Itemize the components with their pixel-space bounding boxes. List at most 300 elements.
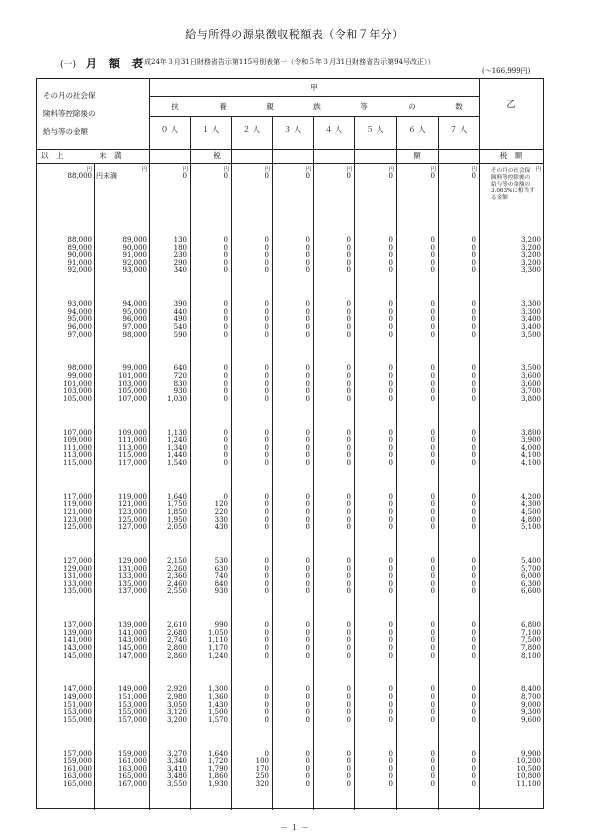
tax-value: 1,720 — [207, 757, 228, 765]
tax-value: 0 — [471, 587, 476, 595]
row-to: 135,000 — [118, 580, 147, 588]
tax-value: 0 — [430, 652, 435, 660]
tax-value: 120 — [214, 500, 228, 508]
tax-value: 0 — [223, 364, 228, 372]
tax-value: 0 — [388, 266, 393, 274]
tax-value: 0 — [471, 516, 476, 524]
tax-value: 0 — [388, 323, 393, 331]
tax-value: 3,200 — [166, 716, 187, 724]
tax-value: 0 — [346, 772, 351, 780]
yen-unit: 円 — [430, 167, 436, 173]
tax-value: 0 — [223, 331, 228, 339]
tax-value: 0 — [388, 300, 393, 308]
row-from: 101,000 — [63, 380, 92, 388]
zeigaku-header: 税 額 — [499, 151, 523, 160]
tax-value: 1,640 — [207, 750, 228, 758]
otsu-value: 5,700 — [520, 565, 541, 573]
row-to: 155,000 — [118, 708, 147, 716]
ijo-header: 以 上 — [41, 151, 64, 160]
tax-value: 170 — [255, 765, 269, 773]
kou-divider — [149, 96, 479, 97]
otsu-value: 8,700 — [520, 693, 541, 701]
tax-value: 0 — [264, 331, 269, 339]
tax-value: 0 — [346, 459, 351, 467]
otsu-value: 4,500 — [520, 508, 541, 516]
otsu-value: 10,800 — [516, 772, 541, 780]
otsu-value: 3,200 — [520, 244, 541, 252]
tax-value: 2,860 — [166, 652, 187, 660]
tax-value: 1,360 — [207, 693, 228, 701]
tax-value: 0 — [305, 757, 310, 765]
tax-value: 0 — [305, 308, 310, 316]
row-from: 91,000 — [67, 259, 92, 267]
tax-value: 0 — [430, 444, 435, 452]
tax-value: 3,480 — [166, 772, 187, 780]
row-from: 129,000 — [63, 565, 92, 573]
dependent-count-header: １ 人 — [201, 125, 220, 134]
tax-value: 0 — [346, 636, 351, 644]
tax-value: 0 — [430, 765, 435, 773]
tax-value: 0 — [346, 331, 351, 339]
tax-value: 2,460 — [166, 580, 187, 588]
column-line — [94, 163, 95, 810]
row-to: 143,000 — [118, 636, 147, 644]
tax-value: 0 — [264, 380, 269, 388]
row-from: 159,000 — [63, 757, 92, 765]
row-to: 137,000 — [118, 587, 147, 595]
tax-value: 0 — [388, 572, 393, 580]
row-from: 111,000 — [63, 444, 92, 452]
tax-value: 0 — [346, 644, 351, 652]
tax-value: 0 — [305, 364, 310, 372]
tax-value: 0 — [471, 429, 476, 437]
tax-value: 0 — [471, 266, 476, 274]
otsu-value: 3,300 — [520, 266, 541, 274]
otsu-value: 10,500 — [516, 765, 541, 773]
tax-value: 0 — [264, 708, 269, 716]
tax-value: 720 — [173, 372, 187, 380]
tax-value: 640 — [173, 364, 187, 372]
tax-value: 0 — [346, 701, 351, 709]
yen-unit: 円 — [388, 167, 394, 173]
row-from: 121,000 — [63, 508, 92, 516]
dependents-label-char: 養 — [219, 102, 227, 111]
tax-value: 0 — [346, 451, 351, 459]
tax-value: 0 — [264, 244, 269, 252]
yen-unit: 円 — [535, 167, 541, 173]
tax-value: 630 — [214, 565, 228, 573]
tax-value: 0 — [471, 444, 476, 452]
tax-value: 1,500 — [207, 708, 228, 716]
row-to: 165,000 — [118, 772, 147, 780]
tax-value: 0 — [471, 331, 476, 339]
otsu-value: 4,000 — [520, 444, 541, 452]
tax-value: 0 — [305, 750, 310, 758]
tax-value: 0 — [388, 429, 393, 437]
column-line — [479, 79, 480, 810]
tax-value: 0 — [346, 508, 351, 516]
tax-value: 0 — [223, 436, 228, 444]
otsu-value: 3,700 — [520, 387, 541, 395]
tax-value: 0 — [264, 308, 269, 316]
tax-value: 3,550 — [166, 780, 187, 788]
column-line — [272, 116, 273, 810]
otsu-header: 乙 — [506, 100, 516, 110]
tax-value: 0 — [430, 621, 435, 629]
dependent-count-header: ６ 人 — [408, 125, 426, 134]
tax-value: 0 — [346, 315, 351, 323]
tax-value: 0 — [471, 644, 476, 652]
tax-value: 0 — [471, 459, 476, 467]
tax-value: 0 — [471, 750, 476, 758]
column-line — [313, 116, 314, 810]
tax-value: 0 — [264, 315, 269, 323]
tax-value: 440 — [173, 308, 187, 316]
tax-value: 1,790 — [207, 765, 228, 773]
tax-value: 2,550 — [166, 587, 187, 595]
dependents-label-char: 等 — [360, 102, 368, 111]
yen-unit: 円 — [471, 167, 477, 173]
tax-value: 0 — [346, 572, 351, 580]
tax-value: 0 — [430, 395, 435, 403]
tax-value: 0 — [430, 565, 435, 573]
row-from: 141,000 — [63, 636, 92, 644]
tax-value: 0 — [471, 572, 476, 580]
tax-value: 0 — [223, 323, 228, 331]
tax-value: 0 — [430, 436, 435, 444]
tax-value: 930 — [173, 387, 187, 395]
tax-value: 0 — [430, 259, 435, 267]
tax-value: 0 — [388, 459, 393, 467]
tax-value: 0 — [305, 244, 310, 252]
tax-value: 2,260 — [166, 565, 187, 573]
row-from: 143,000 — [63, 644, 92, 652]
tax-value: 0 — [471, 493, 476, 501]
tax-value: 0 — [471, 395, 476, 403]
tax-value: 540 — [173, 323, 187, 331]
row-from: 97,000 — [67, 331, 92, 339]
tax-value: 0 — [346, 380, 351, 388]
tax-value: 0 — [388, 380, 393, 388]
tax-value: 0 — [471, 251, 476, 259]
tax-value: 0 — [305, 266, 310, 274]
tax-value: 0 — [264, 459, 269, 467]
tax-value: 0 — [305, 500, 310, 508]
row-to: 151,000 — [118, 693, 147, 701]
tax-value: 0 — [264, 716, 269, 724]
row-to: 127,000 — [118, 523, 147, 531]
otsu-value: 3,900 — [520, 436, 541, 444]
tax-table — [36, 78, 544, 809]
row-from: 95,000 — [67, 315, 92, 323]
row-from: 117,000 — [63, 493, 92, 501]
tax-value: 0 — [388, 750, 393, 758]
tax-value: 0 — [264, 508, 269, 516]
dependent-count-header: ２ 人 — [242, 125, 261, 134]
row-from: 133,000 — [63, 580, 92, 588]
tax-value: 0 — [264, 629, 269, 637]
tax-value: 0 — [264, 500, 269, 508]
tax-value: 0 — [223, 380, 228, 388]
tax-value: 0 — [388, 557, 393, 565]
tax-value: 0 — [388, 652, 393, 660]
tax-value: 0 — [305, 629, 310, 637]
tax-value: 0 — [346, 716, 351, 724]
column-line — [231, 116, 232, 810]
row-to: 97,000 — [122, 323, 147, 331]
tax-value: 0 — [388, 780, 393, 788]
tax-value: 0 — [223, 251, 228, 259]
tax-value: 0 — [346, 259, 351, 267]
tax-value: 0 — [346, 308, 351, 316]
tax-value: 1,340 — [166, 444, 187, 452]
tax-value: 0 — [471, 508, 476, 516]
row-to: 96,000 — [122, 315, 147, 323]
tax-value: 0 — [430, 523, 435, 531]
tax-value: 3,120 — [166, 708, 187, 716]
tax-value: 0 — [388, 444, 393, 452]
row-from: 107,000 — [63, 429, 92, 437]
dependent-count-header: ３ 人 — [283, 125, 302, 134]
tax-value: 0 — [346, 587, 351, 595]
tax-value: 0 — [346, 266, 351, 274]
tax-value: 0 — [388, 565, 393, 573]
tax-value: 1,240 — [207, 652, 228, 660]
otsu-value: 3,400 — [520, 315, 541, 323]
tax-value: 0 — [264, 652, 269, 660]
tax-value: 0 — [264, 323, 269, 331]
tax-value: 0 — [305, 331, 310, 339]
tax-value: 0 — [305, 429, 310, 437]
tax-value: 0 — [305, 387, 310, 395]
tax-value: 490 — [173, 315, 187, 323]
tax-value: 0 — [264, 565, 269, 573]
tax-value: 0 — [305, 259, 310, 267]
tax-value: 1,050 — [207, 629, 228, 637]
tax-value: 2,740 — [166, 636, 187, 644]
tax-value: 2,980 — [166, 693, 187, 701]
column-line — [438, 116, 439, 810]
tax-value: 0 — [264, 685, 269, 693]
tax-value: 1,860 — [207, 772, 228, 780]
row-to: 円未満 — [96, 172, 117, 180]
tax-value: 0 — [346, 300, 351, 308]
tax-value: 0 — [471, 451, 476, 459]
tax-value: 0 — [388, 451, 393, 459]
tax-value: 3,410 — [166, 765, 187, 773]
tax-value: 1,240 — [166, 436, 187, 444]
tax-value: 220 — [214, 508, 228, 516]
row-from: 127,000 — [63, 557, 92, 565]
tax-value: 0 — [471, 685, 476, 693]
row-to: 153,000 — [118, 701, 147, 709]
tax-value: 0 — [388, 508, 393, 516]
tax-value: 0 — [388, 772, 393, 780]
tax-value: 0 — [305, 436, 310, 444]
tax-value: 0 — [305, 636, 310, 644]
row-from: 115,000 — [63, 459, 92, 467]
tax-value: 0 — [471, 236, 476, 244]
tax-value: 0 — [430, 636, 435, 644]
otsu-value: 9,600 — [520, 716, 541, 724]
tax-value: 590 — [173, 331, 187, 339]
row-to: 139,000 — [118, 621, 147, 629]
tax-value: 0 — [305, 380, 310, 388]
tax-value: 0 — [388, 244, 393, 252]
column-line — [396, 116, 397, 810]
row-to: 159,000 — [118, 750, 147, 758]
tax-value: 0 — [223, 387, 228, 395]
tax-value: 1,950 — [166, 516, 187, 524]
dependents-label-char: 親 — [266, 102, 274, 111]
tax-value: 0 — [430, 644, 435, 652]
row-from: 163,000 — [63, 772, 92, 780]
tax-value: 0 — [388, 629, 393, 637]
row-to: 113,000 — [118, 444, 147, 452]
row-to: 93,000 — [122, 266, 147, 274]
tax-value: 0 — [264, 587, 269, 595]
tax-value: 2,800 — [166, 644, 187, 652]
legal-reference: （平成24年３月31日財務省告示第115号別表第一（令和５年３月31日財務省告示第94号改正）） — [130, 58, 435, 66]
tax-value: 0 — [388, 387, 393, 395]
tax-value: 0 — [264, 451, 269, 459]
yen-unit: 円 — [141, 167, 147, 173]
tax-value: 1,540 — [166, 459, 187, 467]
tax-value: 0 — [388, 364, 393, 372]
tax-value: 0 — [264, 693, 269, 701]
tax-value: 0 — [471, 716, 476, 724]
otsu-value: 3,200 — [520, 259, 541, 267]
tax-value: 0 — [346, 372, 351, 380]
tax-value: 0 — [305, 716, 310, 724]
row-to: 163,000 — [118, 765, 147, 773]
tax-value: 0 — [346, 429, 351, 437]
header-bottom-line — [37, 149, 543, 150]
tax-value: 0 — [305, 323, 310, 331]
otsu-value: 3,300 — [520, 300, 541, 308]
tax-value: 0 — [223, 444, 228, 452]
otsu-value: 4,300 — [520, 500, 541, 508]
tax-value: 0 — [264, 429, 269, 437]
row-from: 89,000 — [67, 244, 92, 252]
yen-unit: 円 — [223, 167, 229, 173]
tax-value: 0 — [430, 493, 435, 501]
row-from: 92,000 — [67, 266, 92, 274]
tax-value: 0 — [471, 701, 476, 709]
otsu-value: 9,300 — [520, 708, 541, 716]
row-to: 98,000 — [122, 331, 147, 339]
miman-header: 未 満 — [99, 151, 122, 160]
tax-value: 0 — [223, 429, 228, 437]
row-to: 123,000 — [118, 508, 147, 516]
row-to: 94,000 — [122, 300, 147, 308]
tax-value: 0 — [264, 236, 269, 244]
row-to: 103,000 — [118, 380, 147, 388]
tax-value: 0 — [471, 636, 476, 644]
section-title: 月 額 表 — [86, 57, 147, 70]
amount-header: その月の社会保 険料等控除後の 給与等の金額 — [43, 91, 96, 136]
tax-value: 0 — [305, 701, 310, 709]
row-to: 167,000 — [118, 780, 147, 788]
tax-value: 0 — [346, 557, 351, 565]
tax-value: 0 — [346, 436, 351, 444]
tax-value: 0 — [430, 701, 435, 709]
dependents-label-char: の — [408, 102, 416, 111]
tax-value: 0 — [430, 685, 435, 693]
tax-value: 0 — [305, 693, 310, 701]
tax-value: 0 — [305, 523, 310, 531]
tax-value: 990 — [214, 621, 228, 629]
zei-header: 税 — [213, 151, 221, 160]
tax-value: 0 — [346, 387, 351, 395]
tax-value: 0 — [264, 701, 269, 709]
tax-value: 0 — [305, 172, 310, 180]
tax-value: 1,440 — [166, 451, 187, 459]
dependent-count-header: ５ 人 — [366, 125, 384, 134]
otsu-value: 7,500 — [520, 636, 541, 644]
tax-value: 0 — [471, 436, 476, 444]
row-from: 113,000 — [63, 451, 92, 459]
tax-value: 0 — [305, 587, 310, 595]
tax-value: 0 — [223, 300, 228, 308]
tax-value: 0 — [305, 572, 310, 580]
otsu-value: 3,200 — [520, 236, 541, 244]
tax-value: 0 — [264, 436, 269, 444]
tax-value: 0 — [305, 708, 310, 716]
tax-value: 0 — [346, 565, 351, 573]
row-to: 129,000 — [118, 557, 147, 565]
tax-value: 0 — [430, 300, 435, 308]
tax-value: 0 — [430, 308, 435, 316]
otsu-value: 6,800 — [520, 621, 541, 629]
row-from: 94,000 — [67, 308, 92, 316]
tax-value: 0 — [305, 251, 310, 259]
yen-unit: 円 — [86, 167, 92, 173]
row-from: 139,000 — [63, 629, 92, 637]
tax-value: 320 — [255, 780, 269, 788]
tax-value: 1,030 — [166, 395, 187, 403]
tax-value: 2,360 — [166, 572, 187, 580]
tax-value: 0 — [430, 429, 435, 437]
otsu-value: 3,600 — [520, 372, 541, 380]
tax-value: 0 — [430, 172, 435, 180]
tax-value: 0 — [430, 251, 435, 259]
tax-value: 0 — [305, 772, 310, 780]
tax-value: 0 — [471, 259, 476, 267]
tax-value: 0 — [430, 572, 435, 580]
tax-value: 0 — [346, 493, 351, 501]
tax-value: 0 — [264, 444, 269, 452]
tax-value: 0 — [471, 172, 476, 180]
tax-value: 0 — [264, 172, 269, 180]
tax-value: 830 — [173, 380, 187, 388]
row-to: 89,000 — [122, 236, 147, 244]
otsu-value: 3,800 — [520, 429, 541, 437]
tax-value: 0 — [471, 780, 476, 788]
tax-value: 0 — [346, 757, 351, 765]
tax-value: 0 — [346, 395, 351, 403]
row-from: 123,000 — [63, 516, 92, 524]
row-to: 101,000 — [118, 372, 147, 380]
tax-value: 0 — [264, 493, 269, 501]
tax-value: 390 — [173, 300, 187, 308]
tax-value: 3,270 — [166, 750, 187, 758]
tax-value: 0 — [264, 516, 269, 524]
tax-value: 0 — [388, 587, 393, 595]
tax-value: 0 — [430, 780, 435, 788]
tax-value: 0 — [264, 266, 269, 274]
otsu-value: 6,600 — [520, 587, 541, 595]
